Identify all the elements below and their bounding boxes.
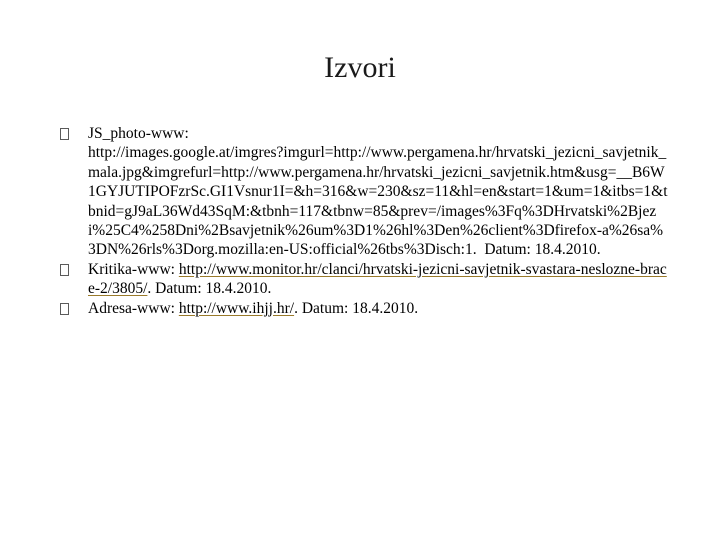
source-link[interactable]: http://www.ihjj.hr/ — [178, 299, 295, 317]
source-date: . Datum: 18.4.2010. — [147, 280, 272, 298]
list-item — [60, 124, 670, 260]
list-item — [60, 260, 670, 299]
source-entry-address — [88, 299, 670, 318]
list-item — [60, 299, 670, 318]
source-label: JS_photo-www: — [88, 125, 189, 142]
source-label: Kritika-www: — [88, 260, 175, 278]
source-entry-photo — [88, 124, 670, 260]
source-label: Adresa-www: — [88, 299, 175, 317]
source-link[interactable]: http://www.monitor.hr/clanci/hrvatski-jezicni-savjetnik-svastara-neslozne-brace-2/3805/ — [88, 260, 667, 298]
source-date: Datum: 18.4.2010. — [484, 241, 601, 259]
square-bullet-icon — [60, 303, 69, 315]
sources-list — [60, 124, 670, 318]
slide-title: Izvori — [324, 51, 396, 84]
square-bullet-icon — [60, 264, 69, 276]
source-url: http://images.google.at/imgres?imgurl=http://www.pergamena.hr/hrvatski_jezicni_savjetnik_mala.jpg&imgrefurl=http://www.pergamena.hr/hrvatski_jezicni_savjetnik.htm&usg=__B6W1GYJUTIPOFzrSc.GI1Vsnur1I=&h=316&w=230&sz=11&hl=en&start=1&um=1&itbs=1&tbnid=gJ9aL36Wd43SqM:&tbnh=117&tbnw=85&prev=/images%3Fq%3DHrvatski%2Bjezi%25C4%258Dni%2Bsavjetnik%26um%3D1%26hl%3Den%26client%3Dfirefox-a%26sa%3DN%26rls%3Dorg.mozilla:en-US:official%26tbs%3Disch:1. — [88, 144, 668, 259]
source-date: . Datum: 18.4.2010. — [294, 299, 419, 317]
source-entry-critique — [88, 260, 670, 299]
square-bullet-icon — [60, 128, 69, 140]
